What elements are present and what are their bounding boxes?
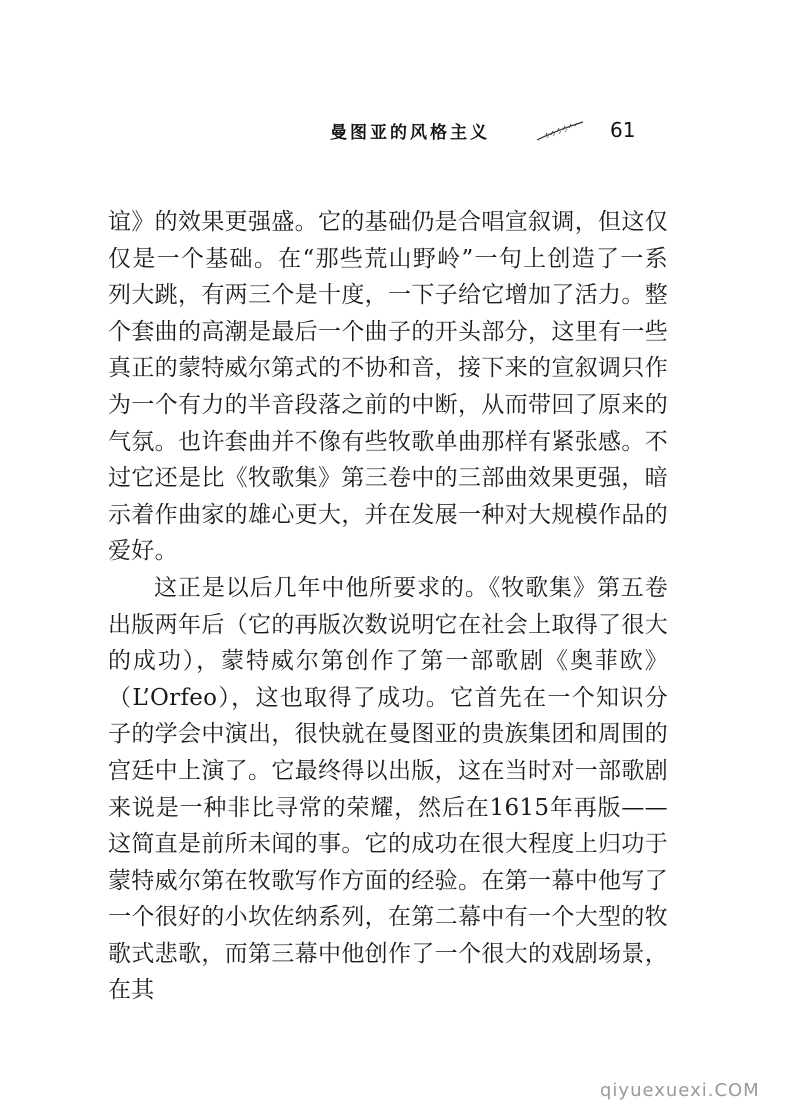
running-header [330,118,660,146]
feather-quill-icon [535,120,585,142]
site-watermark: qiyuexuexi.COM [600,1080,760,1101]
paragraph-2: 这正是以后几年中他所要求的。《牧歌集》第五卷出版两年后（它的再版次数说明它在社会上取得了很大的成功），蒙特威尔第创作了第一部歌剧《奥菲欧》（L’Orfeo），这也取得了成功。它首先在一个知识分子的学会中演出，很快就在曼图亚的贵族集团和周围的宫廷中上演了。它最终得以出版，这在当时对一部歌剧来说是一种非比寻常的荣耀，然后在1615年再版——这简直是前所未闻的事。它的成功在很大程度上归功于蒙特威尔第在牧歌写作方面的经验。在第一幕中他写了一个很好的小坎佐纳系列，在第二幕中有一个大型的牧歌式悲歌，而第三幕中他创作了一个很大的戏剧场景，在其 [108,574,668,1004]
paragraph-1: 谊》的效果更强盛。它的基础仍是合唱宣叙调，但这仅仅是一个基础。在“那些荒山野岭”一句上创造了一系列大跳，有两三个是十度，一下子给它增加了活力。整个套曲的高潮是最后一个曲子的开头部分，这里有一些真正的蒙特威尔第式的不协和音，接下来的宣叙调只作为一个有力的半音段落之前的中断，从而带回了原来的气氛。也许套曲并不像有些牧歌单曲那样有紧张感。不过它还是比《牧歌集》第三卷中的三部曲效果更强，暗示着作曲家的雄心更大，并在发展一种对大规模作品的爱好。 [108,209,668,565]
chapter-title: 曼图亚的风格主义 [330,123,490,143]
page-number: 61 [610,118,636,142]
body-text [108,204,668,1009]
